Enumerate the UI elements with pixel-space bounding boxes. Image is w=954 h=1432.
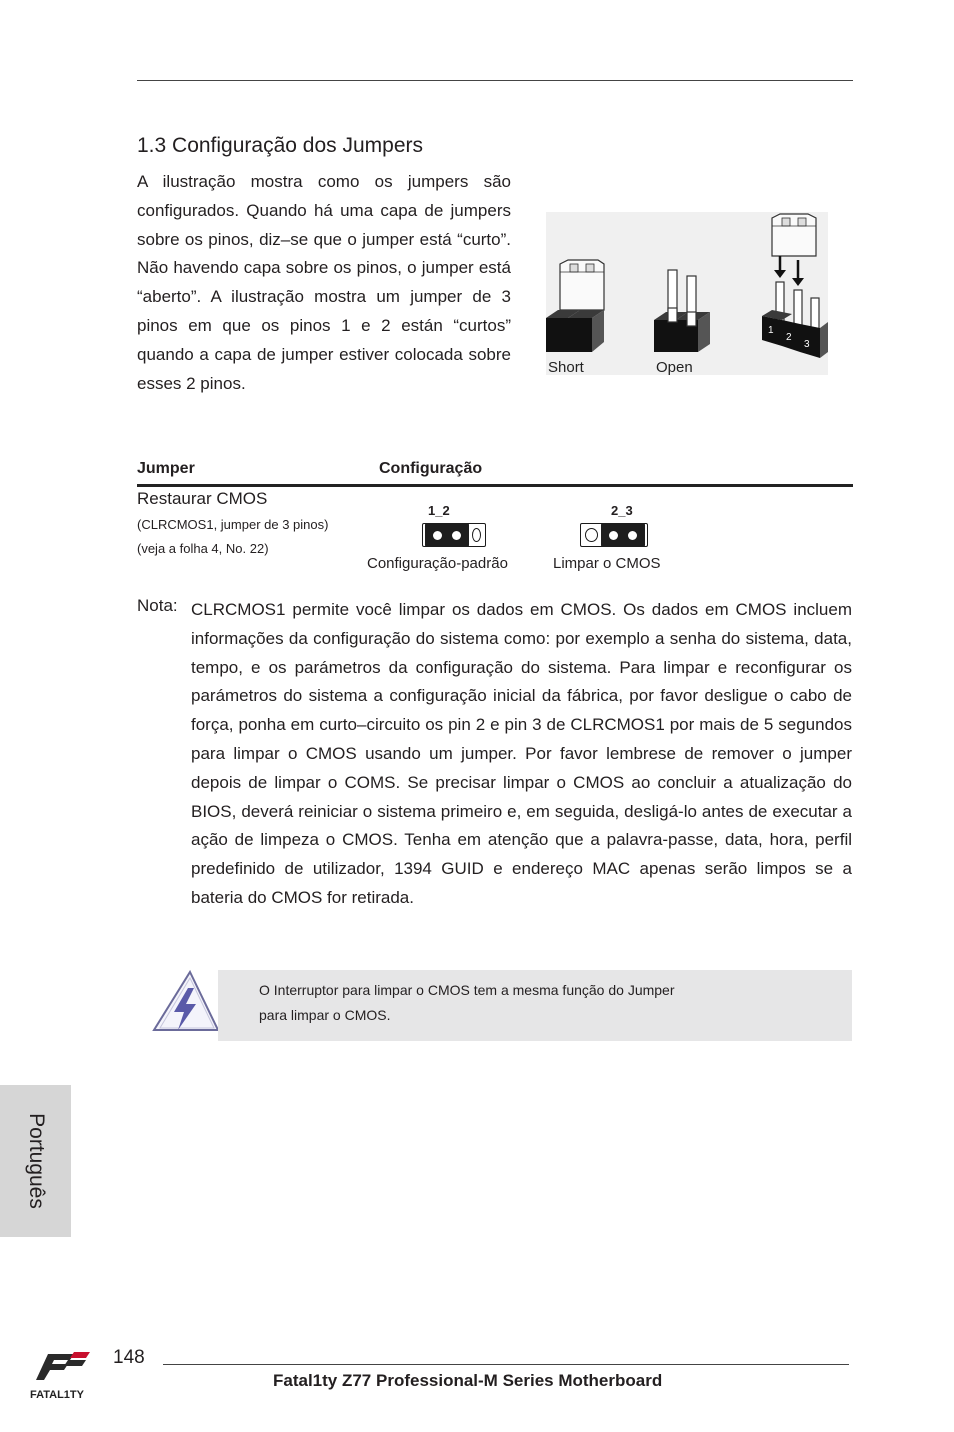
pin-number-2: 2	[786, 332, 792, 343]
pin-2-shorted	[452, 531, 461, 540]
warning-text	[259, 978, 819, 1028]
jumper-detail: (CLRCMOS1, jumper de 3 pinos)	[137, 517, 329, 532]
table-header-configuration: Configuração	[379, 460, 483, 477]
fatal1ty-logo	[28, 1350, 106, 1406]
short-jumper-graphic	[546, 260, 604, 352]
pin-2-shorted	[609, 531, 618, 540]
pin-3-open	[472, 528, 481, 542]
jumper-cap	[425, 523, 469, 547]
three-pin-jumper-graphic	[762, 214, 828, 358]
jumper-name: Restaurar CMOS	[137, 489, 268, 508]
warning-icon	[150, 968, 220, 1036]
jumper-reference: (veja a folha 4, No. 22)	[137, 541, 269, 556]
option1-jumper-graphic	[422, 523, 486, 547]
note-label: Nota:	[137, 596, 178, 615]
open-jumper-graphic	[654, 270, 710, 352]
option2-pin-label: 2_3	[611, 503, 633, 518]
warning-line-1: O Interruptor para limpar o CMOS tem a mesma função do Jumper	[259, 982, 675, 998]
language-tab	[0, 1085, 71, 1237]
open-label: Open	[656, 359, 693, 375]
table-header-rule	[137, 484, 853, 487]
pin-3-shorted	[628, 531, 637, 540]
note-body: CLRCMOS1 permite você limpar os dados em CMOS. Os dados em CMOS incluem informações da configuração do sistema como: por exemplo a senha do sistema, data, tempo, e os parámetros da configuração do sistema. Para limpar e reconfigurar os parámetros do sistema a configuração inicial da fábrica, por favor desligue o cabo de força, ponha em curto–circuito os pin 2 e pin 3 de CLRCMOS1 por mais de 5 segundos para limpar o CMOS usando um jumper. Por favor lembrese de remover o jumper depois de limpar o COMS. Se precisar limpar o CMOS ao concluir a atualização do BIOS, deverá reiniciar o sistema primeiro e, em seguida, desligá-lo antes de executar a ação de limpeza o CMOS. Tenha em atenção que a palavra-passe, data, hora, perfil predefinido de utilizador, 1394 GUID e endereço MAC apenas serão limpos se a bateria do CMOS for retirada.	[191, 600, 852, 907]
pin-1-open	[585, 528, 598, 542]
footer-rule	[163, 1364, 849, 1365]
pin-number-1: 1	[768, 325, 774, 336]
option2-caption: Limpar o CMOS	[553, 555, 661, 572]
jumper-diagram	[546, 212, 828, 375]
option1-pin-label: 1_2	[428, 503, 450, 518]
page-number: 148	[113, 1347, 145, 1368]
short-label: Short	[548, 359, 584, 375]
jumper-cap	[601, 523, 645, 547]
option2-jumper-graphic	[580, 523, 648, 547]
pin-number-3: 3	[804, 339, 810, 350]
top-rule	[137, 80, 853, 81]
intro-paragraph: A ilustração mostra como os jumpers são configurados. Quando há uma capa de jumpers sobre os pinos, diz–se que o jumper está “curto”. Não havendo capa sobre os pinos, o jumper está “aberto”. A ilustração mostra um jumper de 3 pinos em que os pinos 1 e 2 están “curtos” quando a capa de jumper estiver colocada sobre esses 2 pinos.	[137, 172, 511, 393]
language-label: Português	[24, 1113, 48, 1209]
table-header-jumper: Jumper	[137, 460, 195, 477]
warning-line-2: para limpar o CMOS.	[259, 1007, 391, 1023]
option1-caption: Configuração-padrão	[367, 555, 508, 572]
footer-title: Fatal1ty Z77 Professional-M Series Motherboard	[273, 1371, 663, 1390]
logo-text: FATAL1TY	[30, 1389, 84, 1401]
jumper-illustration	[546, 212, 828, 375]
section-heading: 1.3 Configuração dos Jumpers	[137, 134, 423, 157]
pin-1-shorted	[433, 531, 442, 540]
